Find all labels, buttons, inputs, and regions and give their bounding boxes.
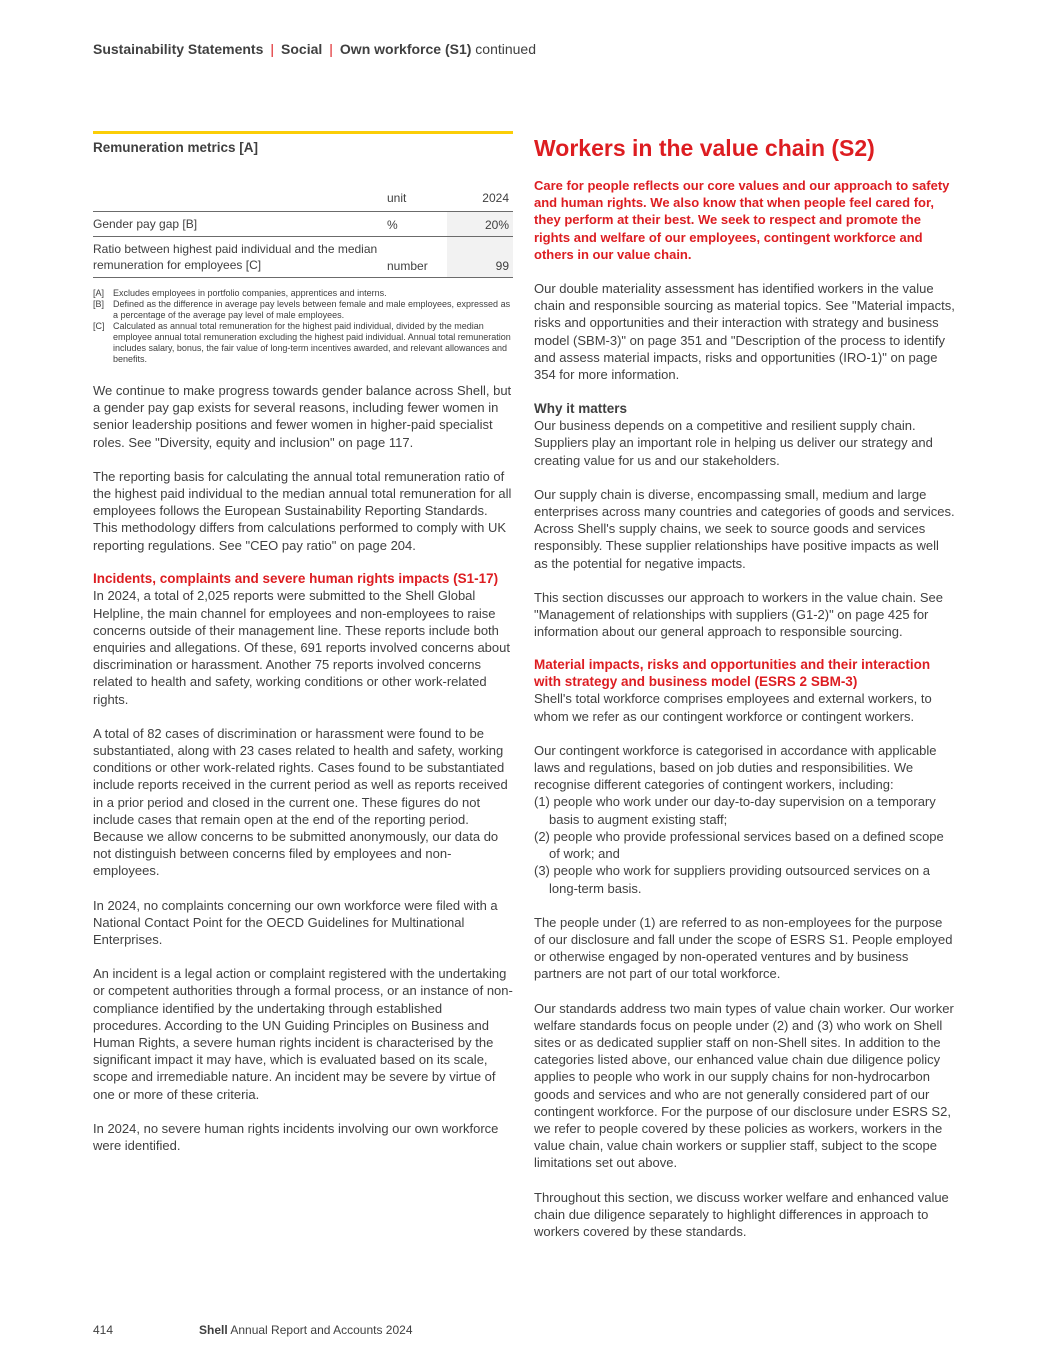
paragraph: In 2024, no complaints concerning our own workforce were filed with a National Contact Point for the OECD Guidelines for Multinational Enterprises.: [93, 897, 498, 947]
paragraph: Throughout this section, we discuss worker welfare and enhanced value chain due diligence separately to highlight differences in approach to workers covered by these standards.: [534, 1189, 949, 1239]
paragraph: An incident is a legal action or complaint registered with the undertaking or competent authorities through a formal process, or an instance of non-compliance identified by the undertaking through established procedures. According to the UN Guiding Principles on Business and Human Rights, a severe human rights incident is characterised by the significant impact it may have, which is evaluated based on its scale, scope and irremediable nature. An incident may be severe by virtue of one or more of these criteria.: [93, 966, 513, 1102]
section-title: Workers in the value chain (S2): [534, 135, 875, 161]
paragraph: In 2024, no severe human rights incidents involving our own workforce were identified.: [93, 1120, 499, 1154]
paragraph: In 2024, a total of 2,025 reports were submitted to the Shell Global Helpline, the main channel for employees and non-employees to raise concerns outside of their management line. These reports include both enquiries and allegations. Of these, 691 reports involved concerns about discrimination or harassment. Another 75 reports involved concerns related to health and safety, working conditions or other work-related rights.: [93, 588, 510, 707]
footnote-text: Defined as the difference in average pay levels between female and male employees, expressed as a percentage of the average pay level of male employees.: [113, 299, 511, 320]
list-item: (2) people who provide professional services based on a defined scope of work; and: [534, 828, 944, 862]
paragraph: Our supply chain is diverse, encompassing small, medium and large enterprises across many countries and categories of goods and services. Across Shell's supply chains, we seek to source goods and services responsibly. These supplier relationships have positive impacts as well as the potential for negative impacts.: [534, 486, 955, 571]
subheading-why-it-matters: Why it matters: [534, 401, 628, 417]
page-number: 414: [93, 1323, 114, 1337]
header-section: Sustainability Statements: [93, 41, 264, 57]
paragraph: We continue to make progress towards gender balance across Shell, but a gender pay gap exists for several reasons, including fewer women in senior leadership positions and fewer women in higher-paid specialist roles. See "Diversity, equity and inclusion" on page 117.: [93, 383, 512, 450]
right-column: [534, 131, 956, 1257]
section-heading-incidents: Incidents, complaints and severe human rights impacts (S1-17): [93, 570, 499, 586]
intro-paragraph: Care for people reflects our core values and our approach to safety and human rights. We also know that when people feel cared for, they perform at their best. We seek to respect and promote the rights and welfare of our employees, contingent workforce and others in our value chain.: [534, 178, 950, 262]
year-col-header: 2024: [482, 191, 509, 205]
unit-col-header: unit: [387, 191, 407, 205]
row-value: 99: [447, 237, 513, 278]
running-header: [93, 41, 536, 57]
paragraph: This section discusses our approach to workers in the value chain. See "Management of relationships with suppliers (G1-2)" on page 425 for information about our general approach to responsible sourcing.: [534, 589, 943, 640]
header-separator: |: [329, 41, 333, 57]
table-row: [93, 237, 513, 278]
paragraph: The reporting basis for calculating the annual total remuneration ratio of the highest paid individual to the median annual total remuneration for all employees follows the European Sustainability Reporting Standards. This methodology differs from calculations performed to comply with UK reporting regulations. See "CEO pay ratio" on page 204.: [93, 468, 512, 553]
table-footnotes: [93, 288, 513, 365]
header-continued: continued: [475, 41, 536, 57]
paragraph: Shell's total workforce comprises employees and external workers, to whom we refer as our contingent workforce or contingent workers.: [534, 691, 932, 724]
footnote-key: [A]: [93, 288, 105, 298]
remuneration-table: [93, 191, 513, 278]
paragraph: A total of 82 cases of discrimination or harassment were found to be substantiated, along with 23 cases related to health and safety, working conditions or other work-related rights. Cases found to be substantiated include reports received in the current period as well as reports received in a prior period and closed in the current one. These figures do not include cases that remain open at the end of the reporting period. Because we allow concerns to be submitted anonymously, our data do not distinguish between concerns filed by employees and non-employees.: [93, 725, 508, 879]
paragraph: Our standards address two main types of value chain worker. Our worker welfare standards focus on people under (2) and (3) who work on Shell sites or as dedicated supplier staff on non-Shell sites. In addition to the categories listed above, our enhanced value chain due diligence policy applies to people who work in our supply chains for non-hydrocarbon goods and services and who are not generally considered part of our contingent workforce. For the purpose of our disclosure under ESRS S2, we refer to people covered by these policies as workers, workers in the value chain, value chain workers or supplier staff, subject to the scope limitations set out above.: [534, 1000, 954, 1171]
metrics-title: Remuneration metrics [A]: [93, 140, 259, 155]
footnote-text: Excludes employees in portfolio companies, apprentices and interns.: [113, 288, 387, 298]
list-item: (1) people who work under our day-to-day supervision on a temporary basis to augment existing staff;: [534, 794, 936, 827]
worker-category-list: [534, 793, 956, 896]
footnote-key: [C]: [93, 321, 105, 331]
row-label: Ratio between highest paid individual and the median remuneration for employees [C]: [93, 242, 378, 272]
paragraph: The people under (1) are referred to as non-employees for the purpose of our disclosure and fall under the scope of ESRS S1. People employed or otherwise engaged by non-operated ventures and by business partners are not part of our total workforce.: [534, 914, 953, 982]
footnote: [93, 288, 513, 299]
header-separator: |: [270, 41, 275, 57]
left-column: [93, 131, 513, 1171]
row-unit: number: [387, 259, 428, 273]
row-label: Gender pay gap [B]: [93, 217, 198, 231]
paragraph: Our business depends on a competitive and resilient supply chain. Suppliers play an important role in helping us deliver our strategy and creating value for us and our stakeholders.: [534, 418, 933, 468]
list-item: (3) people who work for suppliers providing outsourced services on a long-term basis.: [534, 863, 930, 896]
table-row: [93, 212, 513, 237]
page-footer: [93, 1323, 413, 1337]
footer-brand: Shell: [199, 1323, 228, 1337]
section-heading-material-impacts: Material impacts, risks and opportunities and their interaction with strategy and business model (ESRS 2 SBM-3): [534, 657, 931, 689]
table-header-row: [93, 191, 513, 212]
footer-report-title: Annual Report and Accounts 2024: [230, 1323, 413, 1337]
paragraph: Our double materiality assessment has identified workers in the value chain and responsible sourcing as material topics. See "Material impacts, risks and opportunities and their interaction with strategy and business model (SBM-3)" on page 351 and "Description of the process to identify and assess material impacts, risks and opportunities (IRO-1)" on page 354 for more information.: [534, 281, 955, 383]
footnote: [93, 299, 513, 321]
label-col-header: [93, 191, 387, 212]
header-topic: Own workforce (S1): [339, 41, 472, 57]
footnote: [93, 321, 513, 365]
row-value: 20%: [447, 212, 513, 237]
header-sub: Social: [281, 41, 323, 57]
footnote-key: [B]: [93, 299, 105, 309]
footnote-text: Calculated as annual total remuneration for the highest paid individual, divided by the median employee annual total remuneration excluding the highest paid individual. Annual total remuneration includes salary, bonus, the fair value of long-term incentives awarded, and relevant allowances and benefits.: [113, 321, 511, 364]
paragraph: Our contingent workforce is categorised in accordance with applicable laws and regulations, based on job duties and responsibilities. We recognise different categories of contingent workers, including:: [534, 742, 937, 793]
yellow-divider: [93, 131, 513, 134]
row-unit: %: [387, 218, 398, 232]
